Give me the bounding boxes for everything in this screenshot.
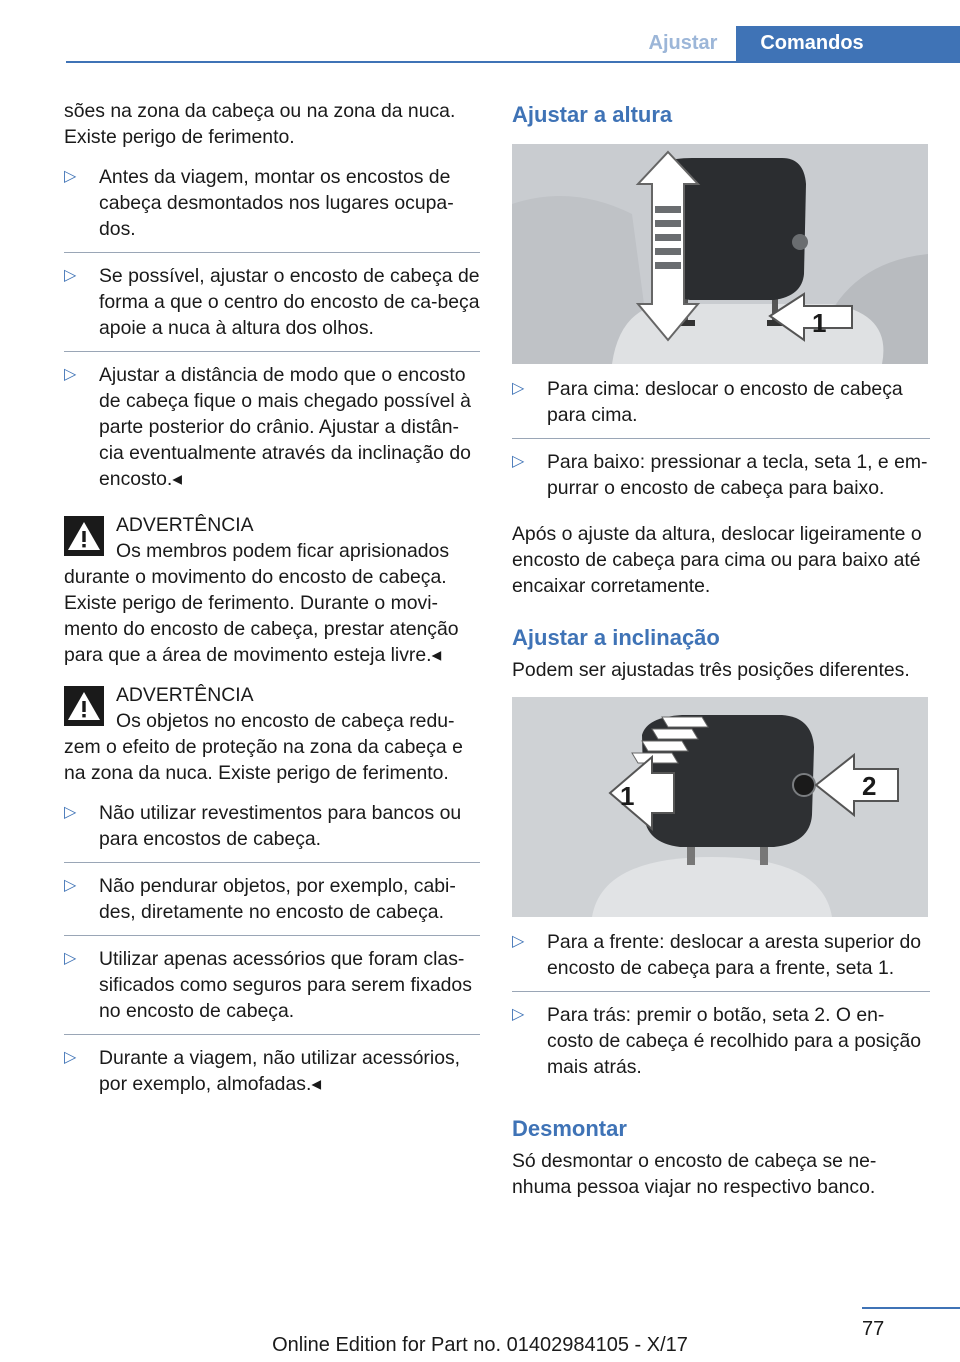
- bullet-triangle-icon: ▷: [64, 1049, 77, 1066]
- warning-triangle-icon: [64, 686, 104, 726]
- list-item: ▷ Para baixo: pressionar a tecla, seta 1, e em-purrar o encosto de cabeça para baixo.: [512, 451, 928, 499]
- bullet-list-2: [64, 800, 480, 1107]
- warning-text: durante o movimento do encosto de cabeça. Existe perigo de ferimento. Durante o movi-mento do encosto de cabeça, prestar atenção para que a área de movimento esteja livre.◂: [64, 566, 459, 666]
- list-item: ▷ Para a frente: deslocar a aresta superior do encosto de cabeça para a frente, seta 1.: [512, 929, 930, 992]
- heading-adjust-height: Ajustar a altura: [512, 102, 673, 127]
- chapter-tab[interactable]: [736, 26, 960, 63]
- list-item: ▷ Não pendurar objetos, por exemplo, cabi-des, diretamente no encosto de cabeça.: [64, 873, 480, 936]
- warning-text-first: Os objetos no encosto de cabeça redu-: [116, 710, 455, 732]
- headrest-height-illustration: [512, 144, 928, 364]
- bullet-triangle-icon: ▷: [64, 267, 77, 284]
- arrow-label-1: 1: [620, 781, 635, 811]
- footer-edition: Online Edition for Part no. 01402984105 - X/17: [272, 1334, 688, 1356]
- bullet-triangle-icon: ▷: [512, 380, 525, 397]
- bullet-triangle-icon: ▷: [512, 933, 525, 950]
- list-item: ▷ Antes da viagem, montar os encostos de cabeça desmontados nos lugares ocupa-dos.: [64, 164, 480, 253]
- remove-text: Só desmontar o encosto de cabeça se ne-nhuma pessoa viajar no respectivo banco.: [512, 1150, 877, 1198]
- list-item: ▷ Para trás: premir o botão, seta 2. O en-costo de cabeça é recolhido para a posição mais atrás.: [512, 1004, 922, 1078]
- section-tab[interactable]: Ajustar: [648, 32, 718, 54]
- bullet-triangle-icon: ▷: [64, 950, 77, 967]
- warning-title: ADVERTÊNCIA: [116, 684, 254, 706]
- list-item: ▷ Utilizar apenas acessórios que foram clas-sificados como seguros para serem fixados no encosto de cabeça.: [64, 946, 480, 1035]
- chapter-tab-label: Comandos: [760, 32, 864, 54]
- heading-remove: Desmontar: [512, 1116, 627, 1141]
- warning-text: zem o efeito de proteção na zona da cabeça e na zona da nuca. Existe perigo de ferimento.: [64, 736, 463, 784]
- bullet-triangle-icon: ▷: [64, 877, 77, 894]
- warning-triangle-icon: [64, 516, 104, 556]
- bullet-list-tilt: [512, 929, 930, 1090]
- bullet-triangle-icon: ▷: [512, 1006, 525, 1023]
- warning-block: [64, 682, 480, 786]
- warning-block: [64, 512, 480, 668]
- bullet-triangle-icon: ▷: [512, 453, 525, 470]
- bullet-list-height: [512, 376, 930, 511]
- bullet-triangle-icon: ▷: [64, 168, 77, 185]
- right-column: [512, 98, 930, 1200]
- warning-text-first: Os membros podem ficar aprisionados: [116, 540, 450, 562]
- arrow-label-2: 2: [862, 771, 877, 801]
- heading-adjust-tilt: Ajustar a inclinação: [512, 625, 720, 650]
- headrest-tilt-image: [512, 697, 928, 917]
- after-height-text: Após o ajuste da altura, deslocar ligeiramente o encosto de cabeça para cima ou para baixo até encaixar corretamente.: [512, 523, 922, 597]
- bullet-triangle-icon: ▷: [64, 366, 77, 383]
- headrest-tilt-illustration: [512, 697, 928, 917]
- tilt-intro-text: Podem ser ajustadas três posições diferentes.: [512, 659, 910, 681]
- bullet-triangle-icon: ▷: [64, 804, 77, 821]
- arrow-label-1: 1: [812, 308, 827, 338]
- list-item: ▷ Se possível, ajustar o encosto de cabeça de forma a que o centro do encosto de ca-beça apoie a nuca à altura dos olhos.: [64, 263, 480, 352]
- list-item: ▷ Durante a viagem, não utilizar acessórios, por exemplo, almofadas.◂: [64, 1047, 461, 1095]
- warning-title: ADVERTÊNCIA: [116, 514, 254, 536]
- page-number: 77: [862, 1318, 885, 1340]
- left-column: [64, 98, 480, 1117]
- list-item: ▷ Não utilizar revestimentos para bancos ou para encostos de cabeça.: [64, 800, 480, 863]
- headrest-height-image: [512, 144, 928, 364]
- list-item: ▷ Para cima: deslocar o encosto de cabeça para cima.: [512, 376, 930, 439]
- intro-text: sões na zona da cabeça ou na zona da nuca. Existe perigo de ferimento.: [64, 100, 456, 148]
- page-number-rule: [862, 1307, 960, 1309]
- list-item: ▷ Ajustar a distância de modo que o encosto de cabeça fique o mais chegado possível à parte posterior do crânio. Ajustar a distân-cia eventualmente através da inclinação do encosto.◂: [64, 364, 471, 490]
- bullet-list-1: [64, 164, 480, 502]
